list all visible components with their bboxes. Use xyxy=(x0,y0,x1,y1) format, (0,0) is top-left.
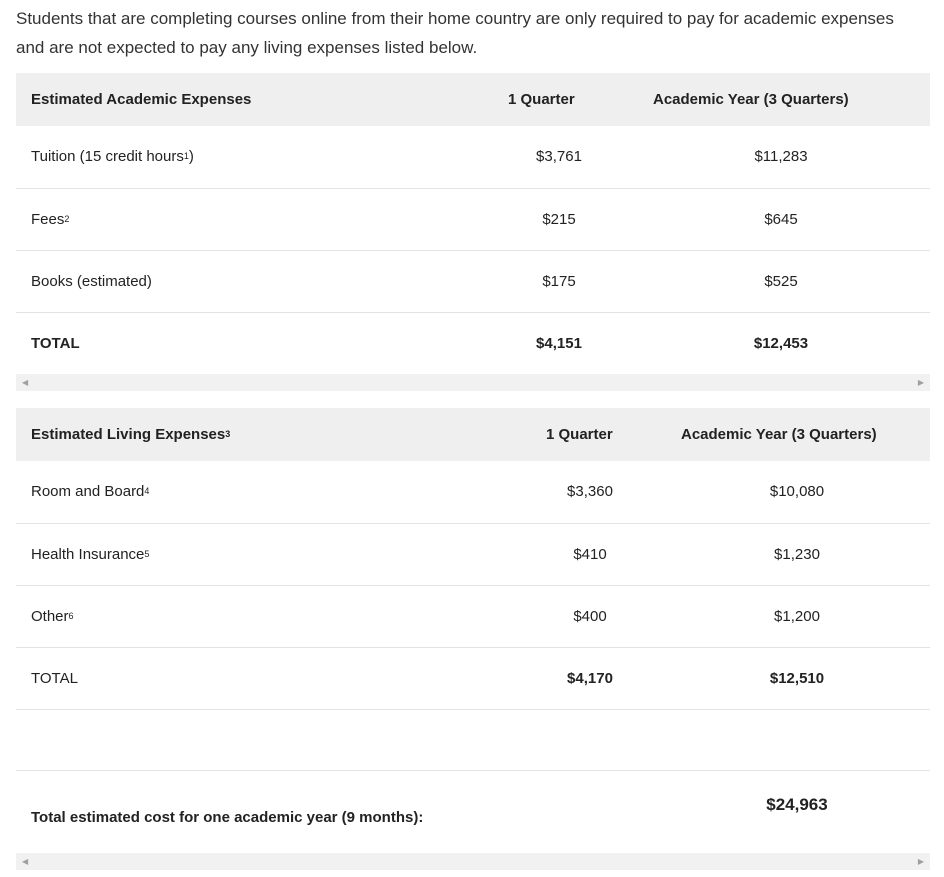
table-row xyxy=(16,126,930,188)
row-quarter-value: $175 xyxy=(542,272,576,290)
table-row xyxy=(16,250,930,312)
row-quarter-value: $400 xyxy=(573,607,607,625)
row-label: Health Insurance$^5$ xyxy=(31,545,150,563)
living-header-row xyxy=(16,408,930,461)
table-row xyxy=(16,585,930,647)
living-expenses-table xyxy=(16,408,930,852)
row-quarter-value: $215 xyxy=(542,210,576,228)
horizontal-scrollbar[interactable] xyxy=(16,374,930,391)
intro-paragraph: Students that are completing courses online from their home country are only required to pay for academic expenses and are not expected to pay any living expenses listed below. xyxy=(16,9,894,57)
academic-header-row xyxy=(16,73,930,126)
row-label: Room and Board$^4$ xyxy=(31,483,150,501)
row-year-value: $645 xyxy=(764,210,798,228)
academic-header-year: Academic Year (3 Quarters) xyxy=(653,91,849,108)
table-row xyxy=(16,188,930,250)
living-header-year: Academic Year (3 Quarters) xyxy=(681,426,877,443)
academic-total-row xyxy=(16,312,930,374)
total-quarter-value: $4,170 xyxy=(567,669,613,687)
total-year-value: $12,510 xyxy=(769,669,825,687)
scroll-right-icon[interactable]: ▶ xyxy=(917,857,924,866)
row-year-value: $1,230 xyxy=(774,545,820,563)
academic-expenses-table xyxy=(16,73,930,374)
row-label: Other$^6$ xyxy=(31,607,74,625)
table-row xyxy=(16,523,930,585)
total-label: TOTAL xyxy=(31,334,80,352)
grand-total-row xyxy=(16,770,930,852)
total-label: TOTAL xyxy=(31,669,78,687)
row-quarter-value: $3,761 xyxy=(536,148,582,166)
scroll-right-icon[interactable]: ▶ xyxy=(917,378,924,387)
living-header-label: Estimated Living Expenses$^3$ xyxy=(31,426,231,443)
scroll-left-icon[interactable]: ◀ xyxy=(22,378,29,387)
total-year-value: $12,453 xyxy=(753,334,809,352)
row-year-value: $525 xyxy=(764,272,798,290)
grand-total-value: $24,963 xyxy=(766,794,828,814)
academic-header-label: Estimated Academic Expenses xyxy=(31,91,252,108)
scroll-left-icon[interactable]: ◀ xyxy=(22,857,29,866)
row-label: Fees$^2$ xyxy=(31,210,70,228)
row-year-value: $11,283 xyxy=(754,148,808,166)
spacer-row xyxy=(16,709,930,770)
living-total-row xyxy=(16,647,930,709)
total-quarter-value: $4,151 xyxy=(536,334,582,352)
row-year-value: $10,080 xyxy=(769,483,825,501)
row-label: Books (estimated) xyxy=(31,272,152,290)
row-quarter-value: $410 xyxy=(573,545,607,563)
row-quarter-value: $3,360 xyxy=(567,483,613,501)
grand-total-label: Total estimated cost for one academic year (9 months): xyxy=(31,809,424,827)
horizontal-scrollbar[interactable] xyxy=(16,853,930,870)
row-year-value: $1,200 xyxy=(774,607,820,625)
living-header-quarter: 1 Quarter xyxy=(546,426,613,443)
table-row xyxy=(16,461,930,523)
row-label: Tuition (15 credit hours$^1$) xyxy=(31,148,194,166)
academic-header-quarter: 1 Quarter xyxy=(508,91,575,108)
